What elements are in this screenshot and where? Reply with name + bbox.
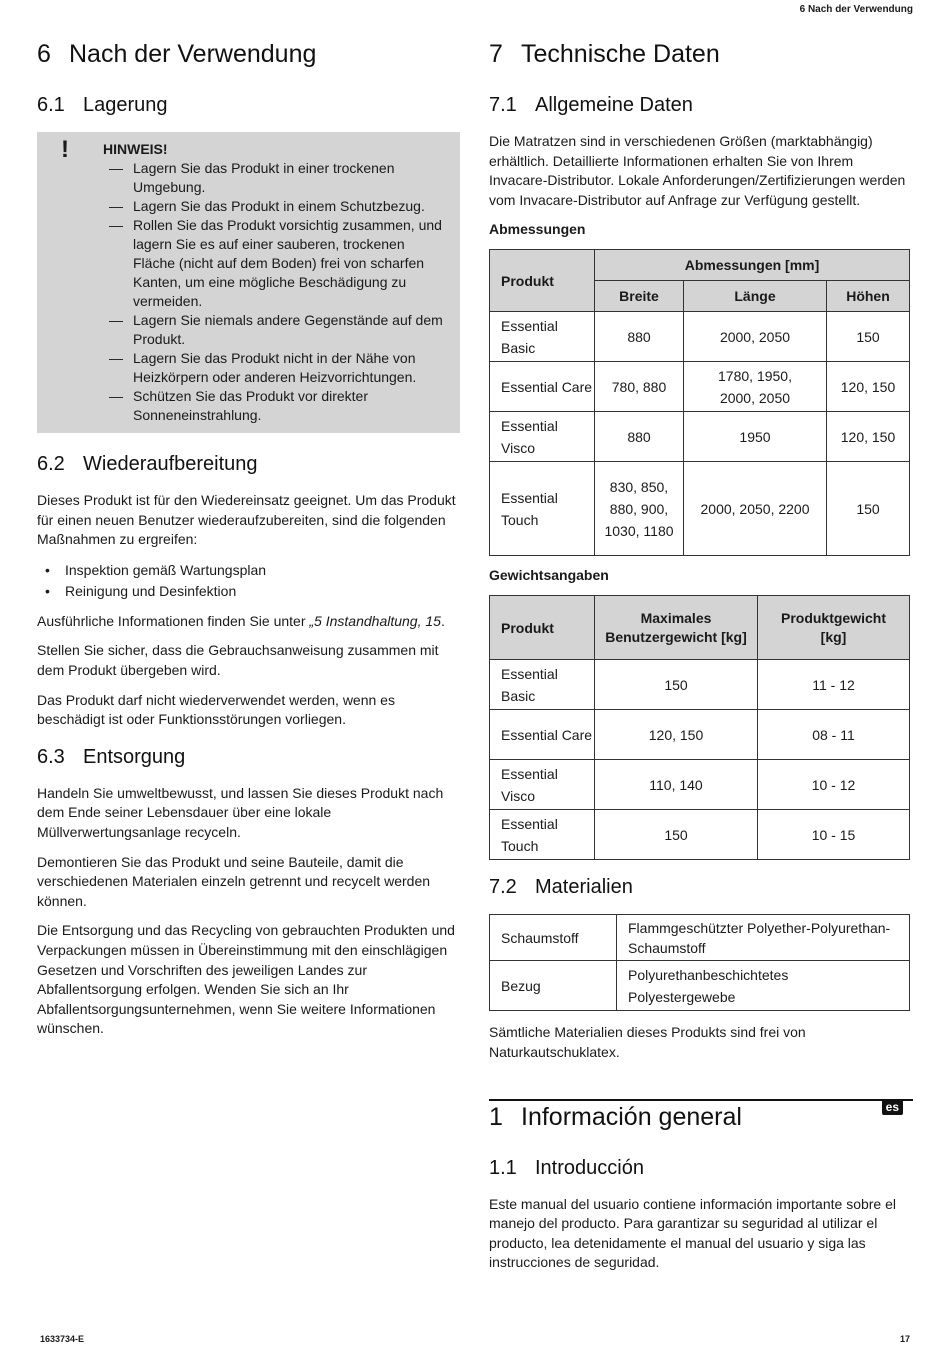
section-number: 6 xyxy=(37,40,51,68)
paragraph: Handeln Sie umweltbewusst, und lassen Sie dieses Produkt nach dem Ende seiner Lebensdauer über eine lokale Müllverwertungsanlage recyceln. xyxy=(37,784,444,840)
section-es-1-1-heading xyxy=(489,1155,913,1181)
cell-height: 150 xyxy=(827,462,910,556)
cell-height: 120, 150 xyxy=(827,412,910,462)
cell-product-weight: 11 - 12 xyxy=(758,660,910,710)
section-title: Materialien xyxy=(535,876,633,899)
table-row xyxy=(490,412,910,462)
running-header: 6 Nach der Verwendung xyxy=(799,4,913,15)
notice-item: — Lagern Sie niemals andere Gegenstände auf dem Produkt. xyxy=(133,311,450,349)
paragraph: Este manual del usuario contiene información importante sobre el manejo del producto. Para garantizar su seguridad al utilizar el producto, lea detenidamente el manual del usuario y siga las instrucciones de seguridad. xyxy=(489,1195,897,1271)
bullet-item: • Inspektion gemäß Wartungsplan xyxy=(65,560,460,581)
column-header-dimensions: Abmessungen [mm] xyxy=(595,250,910,281)
section-7-heading xyxy=(489,38,913,70)
footer-doc-id: 1633734-E xyxy=(40,1334,85,1344)
language-badge: es xyxy=(882,1099,903,1115)
cell-height: 120, 150 xyxy=(827,362,910,412)
cross-reference-link[interactable]: „5 Instandhaltung, 15 xyxy=(309,612,441,629)
section-title: Technische Daten xyxy=(521,40,720,68)
paragraph: Die Entsorgung und das Recycling von gebrauchten Produkten und Verpackungen müssen in Übereinstimmung mit den einschlägigen Gesetzen und Vorschriften des jeweiligen Landes zur Abfallentsorgung erfolgen. Wenden Sie sich an Ihr Abfallentsorgungsunternehmen, wenn Sie weitere Informationen wünschen. xyxy=(37,922,455,1037)
footer-page-number: 17 xyxy=(899,1334,910,1344)
section-title: Nach der Verwendung xyxy=(69,40,317,68)
paragraph: Stellen Sie sicher, dass die Gebrauchsanweisung zusammen mit dem Produkt übergeben wird. xyxy=(37,642,439,678)
section-number: 1.1 xyxy=(489,1156,517,1179)
cell-width: 830, 850, 880, 900, 1030, 1180 xyxy=(595,462,684,556)
section-title: Allgemeine Daten xyxy=(535,94,693,116)
cell-product-weight: 08 - 11 xyxy=(758,710,910,760)
exclamation-icon: ! xyxy=(61,136,69,163)
cell-length: 1950 xyxy=(684,412,827,462)
spanish-section xyxy=(489,1099,913,1273)
paragraph: Demontieren Sie das Produkt und seine Bauteile, damit die verschiedenen Materialen einzeln getrennt und recycelt werden können. xyxy=(37,853,431,909)
cell-product: Essential Touch xyxy=(490,462,595,556)
table-row xyxy=(490,660,910,710)
bullet-item: • Reinigung und Desinfektion xyxy=(65,581,460,602)
paragraph: Dieses Produkt ist für den Wiedereinsatz geeignet. Um das Produkt für einen neuen Benutzer wiederaufzubereiten, sind die folgenden Maßnahmen zu ergreifen: xyxy=(37,492,456,548)
dimensions-heading: Abmessungen xyxy=(489,221,586,238)
cell-product: Essential Basic xyxy=(490,312,595,362)
cell-height: 150 xyxy=(827,312,910,362)
column-header-length: Länge xyxy=(684,281,827,312)
cell-product: Essential Touch xyxy=(490,810,595,860)
notice-item: — Schützen Sie das Produkt vor direkter Sonneneinstrahlung. xyxy=(133,387,450,425)
column-header-height: Höhen xyxy=(827,281,910,312)
notice-item: — Lagern Sie das Produkt in einer trockenen Umgebung. xyxy=(133,159,450,197)
right-column xyxy=(489,38,913,1283)
section-7-2-heading xyxy=(489,874,913,900)
cell-length: 1780, 1950, 2000, 2050 xyxy=(684,362,827,412)
reference-suffix: . xyxy=(440,612,445,629)
cell-product: Essential Care xyxy=(490,710,595,760)
cell-product: Essential Visco xyxy=(490,412,595,462)
reference-prefix: Ausführliche Informationen finden Sie unter xyxy=(37,612,310,629)
column-header-max-user-weight: Maximales Benutzergewicht [kg] xyxy=(595,596,758,660)
table-row xyxy=(490,810,910,860)
cell-length: 2000, 2050 xyxy=(684,312,827,362)
cell-max-weight: 120, 150 xyxy=(595,710,758,760)
column-header-width: Breite xyxy=(595,281,684,312)
cell-product: Essential Visco xyxy=(490,760,595,810)
bullet-list xyxy=(37,560,460,602)
section-6-2-heading xyxy=(37,451,460,477)
cell-product-weight: 10 - 12 xyxy=(758,760,910,810)
cell-length: 2000, 2050, 2200 xyxy=(684,462,827,556)
section-number: 1 xyxy=(489,1102,503,1131)
paragraph: Das Produkt darf nicht wiederverwendet werden, wenn es beschädigt ist oder Funktionsstörungen vorliegen. xyxy=(37,691,395,728)
cell-max-weight: 150 xyxy=(595,810,758,860)
column-header-product: Produkt xyxy=(490,596,595,660)
notice-item: — Lagern Sie das Produkt in einem Schutzbezug. xyxy=(133,197,450,216)
cell-max-weight: 150 xyxy=(595,660,758,710)
table-row xyxy=(490,462,910,556)
table-row xyxy=(490,312,910,362)
notice-item: — Lagern Sie das Produkt nicht in der Nähe von Heizkörpern oder anderen Heizvorrichtungen. xyxy=(133,349,450,387)
left-column xyxy=(37,38,460,1049)
cell-width: 780, 880 xyxy=(595,362,684,412)
cell-width: 880 xyxy=(595,412,684,462)
notice-title: HINWEIS! xyxy=(103,141,168,157)
section-6-1-heading xyxy=(37,92,460,118)
cell-part: Bezug xyxy=(490,961,617,1011)
section-number: 6.3 xyxy=(37,745,65,768)
cell-part: Schaumstoff xyxy=(490,915,617,961)
materials-table xyxy=(489,914,910,1011)
table-row xyxy=(490,915,910,961)
section-title: Información general xyxy=(521,1102,742,1131)
column-header-product-weight: Produktgewicht [kg] xyxy=(758,596,910,660)
section-title: Entsorgung xyxy=(83,745,186,768)
notice-box xyxy=(37,132,460,433)
section-title: Wiederaufbereitung xyxy=(83,453,258,475)
section-title: Lagerung xyxy=(83,94,168,116)
table-row xyxy=(490,760,910,810)
paragraph: Sämtliche Materialien dieses Produkts sind frei von Naturkautschuklatex. xyxy=(489,1024,806,1060)
table-row xyxy=(490,961,910,1011)
section-6-3-heading xyxy=(37,744,460,770)
section-number: 6.2 xyxy=(37,453,65,475)
paragraph: Die Matratzen sind in verschiedenen Größen (marktabhängig) erhältlich. Detaillierte Informationen erhalten Sie von Ihrem Invacare-Distributor. Lokale Anforderungen/Zertifizierungen werden vom Invacare-Distributor auf Anfrage zur Verfügung gestellt. xyxy=(489,133,906,208)
cell-product-weight: 10 - 15 xyxy=(758,810,910,860)
section-number: 7 xyxy=(489,40,503,68)
cell-product: Essential Care xyxy=(490,362,595,412)
dimensions-table xyxy=(489,249,910,556)
cell-material: Flammgeschützter Polyether-Polyurethan-Schaumstoff xyxy=(617,915,910,961)
section-6-heading xyxy=(37,38,460,70)
section-title: Introducción xyxy=(535,1156,644,1179)
section-number: 7.1 xyxy=(489,94,517,116)
notice-list xyxy=(103,159,450,425)
section-number: 7.2 xyxy=(489,876,517,899)
column-header-product: Produkt xyxy=(490,250,595,312)
weights-heading: Gewichtsangaben xyxy=(489,567,609,584)
cell-product: Essential Basic xyxy=(490,660,595,710)
weights-table xyxy=(489,595,910,860)
cell-material: Polyurethanbeschichtetes Polyestergewebe xyxy=(617,961,910,1011)
paragraph-reference xyxy=(37,612,460,632)
cell-max-weight: 110, 140 xyxy=(595,760,758,810)
notice-item: — Rollen Sie das Produkt vorsichtig zusammen, und lagern Sie es auf einer sauberen, trockenen Fläche (nicht auf dem Boden) frei von scharfen Kanten, um eine mögliche Beschädigung zu vermeiden. xyxy=(133,216,450,311)
section-es-1-heading xyxy=(489,1101,913,1133)
table-row xyxy=(490,362,910,412)
section-number: 6.1 xyxy=(37,94,65,116)
cell-width: 880 xyxy=(595,312,684,362)
table-row xyxy=(490,710,910,760)
section-7-1-heading xyxy=(489,92,913,118)
